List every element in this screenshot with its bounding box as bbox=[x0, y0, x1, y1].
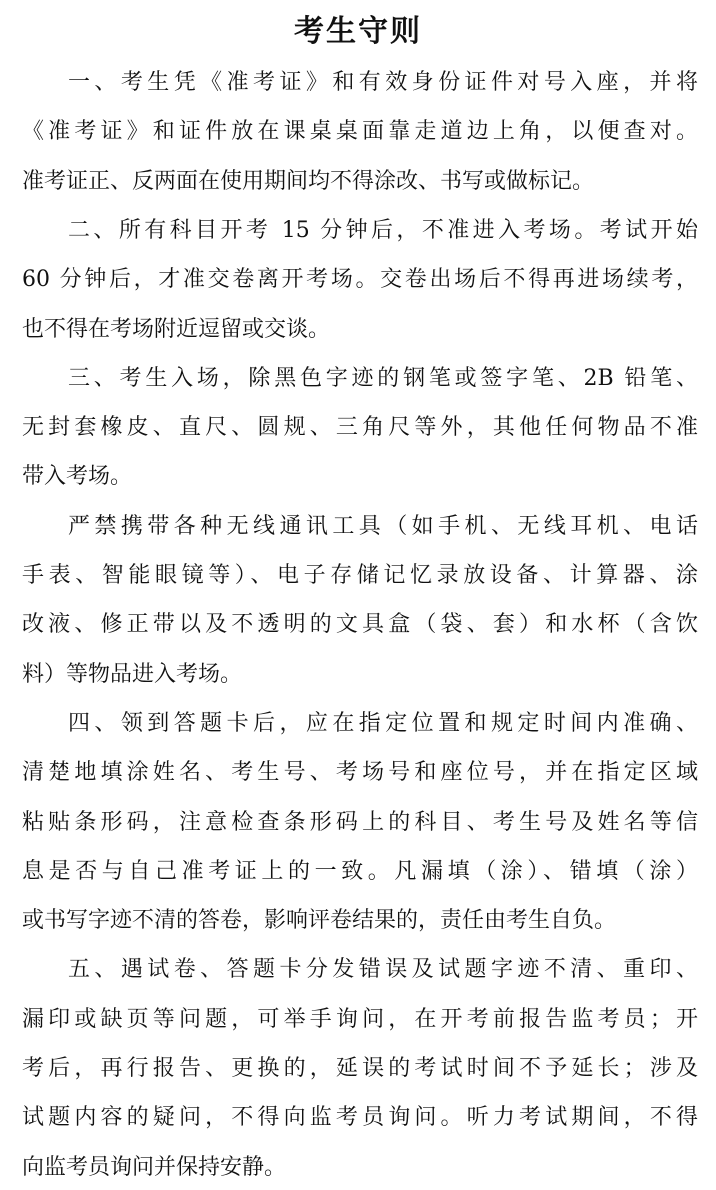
text-line: 《准考证》和证件放在课桌桌面靠走道边上角，以便查对。 bbox=[22, 119, 698, 144]
text-line: 粘贴条形码，注意检查条形码上的科目、考生号及姓名等信 bbox=[22, 810, 698, 835]
text-line: 手表、智能眼镜等）、电子存储记忆录放设备、计算器、涂 bbox=[22, 563, 698, 588]
text-line: 无封套橡皮、直尺、圆规、三角尺等外，其他任何物品不准 bbox=[22, 415, 698, 440]
text-line: 三、考生入场，除黑色字迹的钢笔或签字笔、2B 铅笔、 bbox=[68, 366, 698, 391]
page-title: 考生守则 bbox=[294, 14, 422, 49]
text-line: 试题内容的疑问，不得向监考员询问。听力考试期间，不得 bbox=[22, 1105, 698, 1130]
text-line: 改液、修正带以及不透明的文具盒（袋、套）和水杯（含饮 bbox=[22, 612, 698, 637]
text-line: 向监考员询问并保持安静。 bbox=[22, 1155, 287, 1180]
text-line: 60 分钟后，才准交卷离开考场。交卷出场后不得再进场续考， bbox=[22, 267, 698, 292]
text-line: 一、考生凭《准考证》和有效身份证件对号入座，并将 bbox=[68, 70, 698, 95]
text-line: 五、遇试卷、答题卡分发错误及试题字迹不清、重印、 bbox=[68, 957, 698, 982]
text-line: 或书写字迹不清的答卷，影响评卷结果的，责任由考生自负。 bbox=[22, 908, 617, 933]
text-line: 料）等物品进入考场。 bbox=[22, 662, 243, 687]
text-line: 四、领到答题卡后，应在指定位置和规定时间内准确、 bbox=[68, 711, 698, 736]
text-line: 考后，再行报告、更换的，延误的考试时间不予延长；涉及 bbox=[22, 1056, 698, 1081]
text-line: 准考证正、反两面在使用期间均不得涂改、书写或做标记。 bbox=[22, 169, 595, 194]
text-line: 带入考场。 bbox=[22, 464, 133, 489]
text-line: 严禁携带各种无线通讯工具（如手机、无线耳机、电话 bbox=[68, 514, 698, 539]
text-line: 息是否与自己准考证上的一致。凡漏填（涂）、错填（涂） bbox=[22, 859, 698, 884]
text-line: 漏印或缺页等问题，可举手询问，在开考前报告监考员；开 bbox=[22, 1007, 698, 1032]
text-line: 二、所有科目开考 15 分钟后，不准进入考场。考试开始 bbox=[68, 218, 698, 243]
text-line: 也不得在考场附近逗留或交谈。 bbox=[22, 317, 331, 342]
text-line: 清楚地填涂姓名、考生号、考场号和座位号，并在指定区域 bbox=[22, 760, 698, 785]
